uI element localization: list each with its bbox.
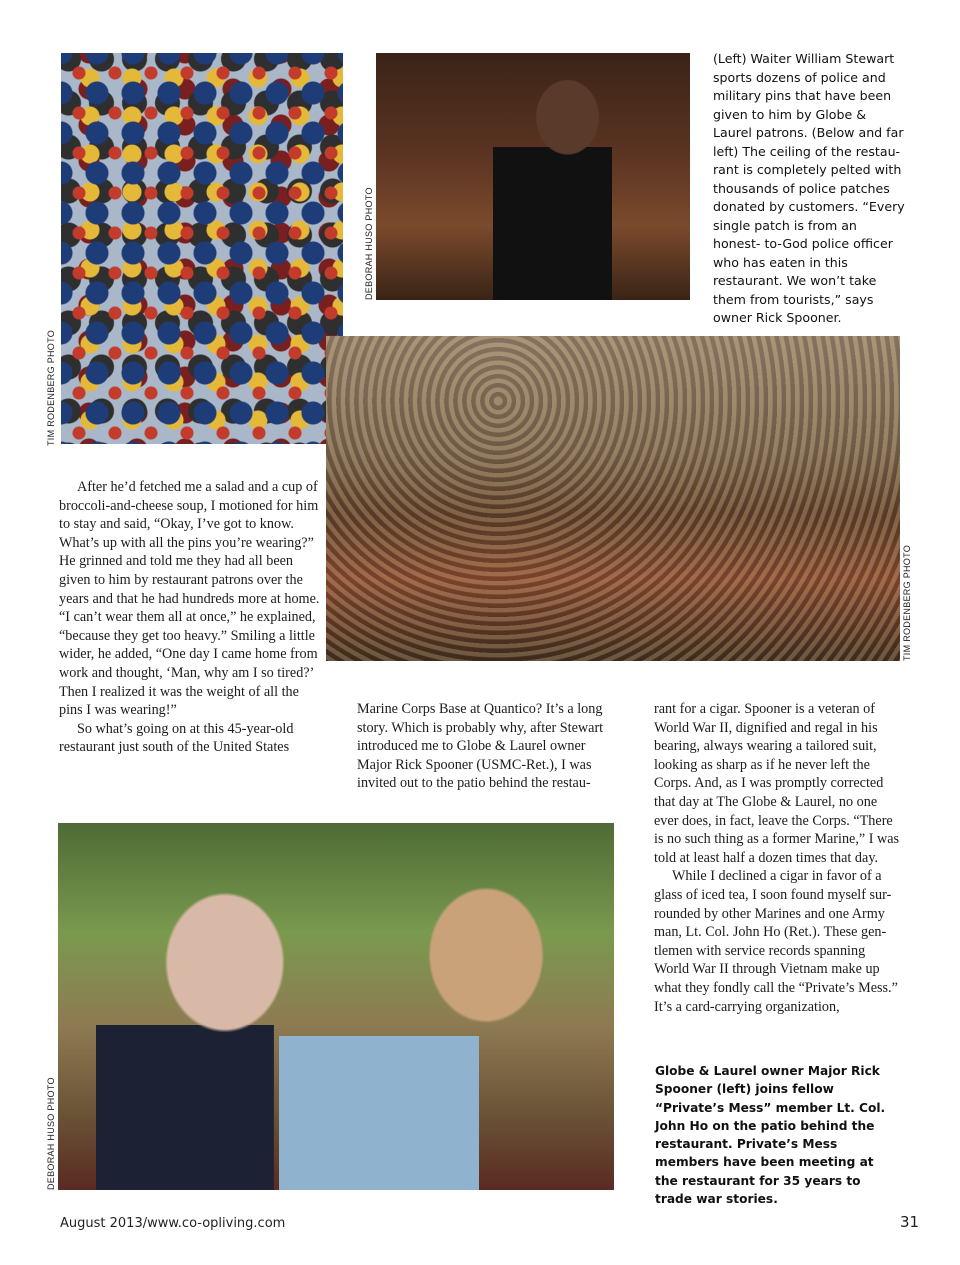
column1-paragraph-1: After he’d fetched me a salad and a cup of broccoli-and-cheese soup, I motioned for him to stay and said, “Okay, I’ve got to know. What’s up with all the pins you’re wearing?” He grinned and told me they had all been given to him by restaurant patrons over the years and that he had hundreds more at home. “I can’t wear them all at once,” he explained, “because they get too heavy.” Smiling a little wider, he added, “One day I came home from work and thought, ‘Man, why am I so tired?’ Then I realized it was the weight of all the pins I was wearing!” — [59, 479, 320, 719]
credit-patches: TIM RODENBERG PHOTO — [46, 329, 56, 446]
column3-paragraph-1: rant for a cigar. Spooner is a veteran of World War II, dignified and regal in his bearing, always wearing a tailored suit, looking as sharp as if he never left the Corps. And, as I was promptly corrected that day at The Globe & Laurel, no one ever does, in fact, leave the Corps. “There is no such thing as a former Marine,” I was told at least half a dozen times that day. — [654, 701, 900, 866]
photo-police-patches — [61, 53, 343, 444]
photo-waiter-stewart — [376, 53, 690, 300]
column1-paragraph-2: So what’s going on at this 45-year-old restaurant just south of the United States — [59, 720, 294, 756]
caption-bottom: Globe & Laurel owner Major Rick Spooner (left) joins fellow “Private’s Mess” member Lt. Col. John Ho on the patio behind the restaurant. Private’s Mess members have been meeting at the restaurant for 35 years to trade war stories. — [655, 1064, 886, 1207]
caption-top: (Left) Waiter William Stewart sports dozens of police and military pins that have been given to him by Globe & Laurel patrons. (Below and far left) The ceiling of the restau- rant is completely pelted with thousands of police patches donated by customers. “Every single patch is from an honest- to-God police officer who has eaten in this restaurant. We won’t take them from tourists,” says owner Rick Spooner. — [713, 51, 905, 325]
credit-patio: DEBORAH HUSO PHOTO — [46, 1077, 56, 1190]
column2-paragraph-1: Marine Corps Base at Quantico? It’s a long story. Which is probably why, after Stewart introduced me to Globe & Laurel owner Major Rick Spooner (USMC-Ret.), I was invited out to the patio behind the restau- — [357, 701, 604, 792]
photo-restaurant-bar — [326, 336, 900, 661]
credit-waiter: DEBORAH HUSO PHOTO — [364, 187, 374, 300]
body-column-2 — [357, 700, 615, 793]
footer-issue-url: August 2013/www.co-opliving.com — [60, 1216, 286, 1231]
column3-paragraph-2: While I declined a cigar in favor of a glass of iced tea, I soon found myself sur- rounded by other Marines and one Army man, Lt. Col. John Ho (Ret.). These gen- tlemen with service records spanning World War II through Vietnam make up what they fondly call the “Private’s Mess.” It’s a card-carrying organization, — [654, 868, 898, 1015]
page-number: 31 — [900, 1213, 920, 1231]
photo-patio-spooner-ho — [58, 823, 614, 1190]
body-column-1 — [59, 478, 325, 757]
credit-bar: TIM RODENBERG PHOTO — [902, 544, 912, 661]
body-column-3 — [654, 700, 900, 1016]
